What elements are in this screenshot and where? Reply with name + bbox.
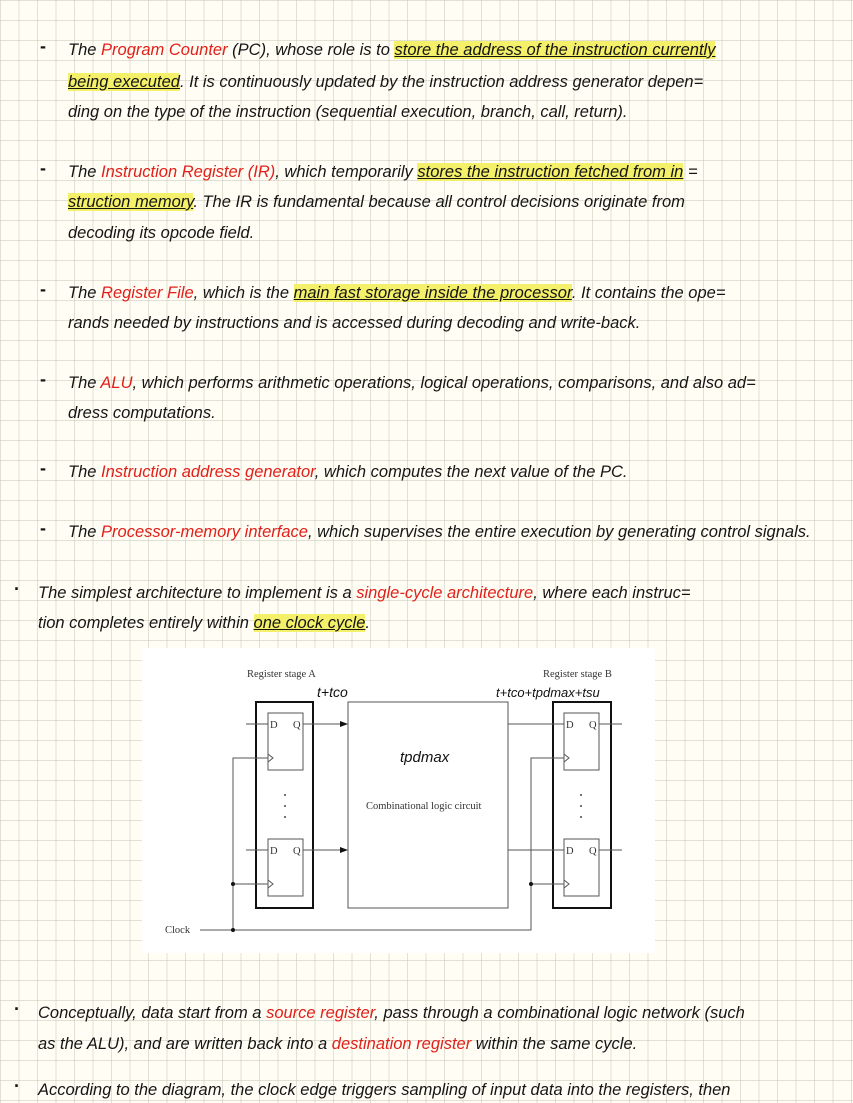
text-segment: , which performs arithmetic operations, logical operations, comparisons, and also ad= bbox=[132, 374, 756, 392]
note-line bbox=[38, 1032, 637, 1056]
clock-label: Clock bbox=[165, 925, 191, 936]
bullet-marker: - bbox=[40, 458, 46, 478]
note-line bbox=[68, 371, 756, 395]
text-segment: The bbox=[68, 163, 102, 181]
note-line bbox=[68, 401, 216, 425]
bullet-marker: - bbox=[40, 279, 46, 299]
text-segment: within the same cycle. bbox=[471, 1035, 638, 1053]
note-line bbox=[68, 520, 811, 544]
d-label: D bbox=[566, 720, 574, 731]
text-segment: The bbox=[68, 523, 102, 541]
text-segment: According to the diagram, the clock edge triggers sampling of input data into the registers, then bbox=[38, 1081, 731, 1099]
text-segment: rands needed by instructions and is accessed during decoding and write-back. bbox=[68, 314, 641, 332]
q-label: Q bbox=[293, 846, 301, 857]
highlighted-text: store the address of the instruction currently bbox=[394, 41, 716, 59]
note-line bbox=[68, 190, 685, 214]
note-line bbox=[38, 1001, 745, 1025]
q-label: Q bbox=[589, 846, 597, 857]
text-segment: decoding its opcode field. bbox=[68, 224, 255, 242]
d-label: D bbox=[270, 720, 278, 731]
text-segment: . It is continuously updated by the instruction address generator depen= bbox=[179, 73, 704, 91]
text-segment: , pass through a combinational logic network (such bbox=[374, 1004, 745, 1022]
text-segment: Conceptually, data start from a bbox=[38, 1004, 267, 1022]
text-segment: . bbox=[365, 614, 370, 632]
register-stage-a-label: Register stage A bbox=[247, 669, 316, 680]
combinational-logic-label: Combinational logic circuit bbox=[366, 801, 482, 812]
note-line bbox=[38, 1078, 730, 1102]
bullet-marker: - bbox=[40, 158, 46, 178]
bullet-marker: - bbox=[40, 369, 46, 389]
text-segment: tion completes entirely within bbox=[38, 614, 254, 632]
note-line bbox=[38, 611, 370, 635]
note-line bbox=[68, 311, 640, 335]
key-term: single-cycle architecture bbox=[356, 584, 534, 602]
highlighted-text: struction memory bbox=[68, 193, 194, 211]
bullet-marker: - bbox=[40, 36, 46, 56]
text-segment: , which computes the next value of the PC. bbox=[314, 463, 628, 481]
q-label: Q bbox=[589, 720, 597, 731]
d-label: D bbox=[270, 846, 278, 857]
text-segment: = bbox=[683, 163, 698, 181]
single-cycle-timing-diagram bbox=[142, 648, 655, 953]
text-segment: , which supervises the entire execution by generating control signals. bbox=[307, 523, 811, 541]
note-line bbox=[68, 281, 725, 305]
text-segment: dress computations. bbox=[68, 404, 216, 422]
key-term: Program Counter bbox=[101, 41, 228, 59]
key-term: destination register bbox=[331, 1035, 472, 1053]
note-line bbox=[38, 581, 691, 605]
text-segment: The bbox=[68, 284, 102, 302]
bullet-marker: · bbox=[14, 1076, 20, 1096]
register-stage-b-label: Register stage B bbox=[543, 669, 612, 680]
text-segment: The bbox=[68, 41, 102, 59]
note-line bbox=[68, 70, 703, 94]
bullet-marker: - bbox=[40, 518, 46, 538]
text-segment: The bbox=[68, 374, 101, 392]
text-segment: The simplest architecture to implement is a bbox=[38, 584, 357, 602]
note-line bbox=[68, 38, 715, 62]
note-line bbox=[68, 160, 698, 184]
text-segment: , which is the bbox=[193, 284, 294, 302]
text-segment: . The IR is fundamental because all control decisions originate from bbox=[193, 193, 685, 211]
text-segment: ding on the type of the instruction (sequential execution, branch, call, return). bbox=[68, 103, 628, 121]
key-term: Instruction Register (IR) bbox=[101, 163, 276, 181]
text-segment: , which temporarily bbox=[275, 163, 418, 181]
note-line bbox=[68, 221, 254, 245]
highlighted-text: stores the instruction fetched from in bbox=[417, 163, 684, 181]
key-term: Register File bbox=[101, 284, 194, 302]
time-label-start: t+tco bbox=[317, 684, 348, 700]
text-segment: , where each instruc= bbox=[533, 584, 691, 602]
d-label: D bbox=[566, 846, 574, 857]
text-segment: as the ALU), and are written back into a bbox=[38, 1035, 332, 1053]
register-stage-b-box bbox=[553, 702, 611, 908]
note-line bbox=[68, 100, 628, 124]
register-stage-a-box bbox=[256, 702, 313, 908]
bullet-marker: · bbox=[14, 999, 20, 1019]
text-segment: (PC), whose role is to bbox=[227, 41, 395, 59]
note-line bbox=[68, 460, 628, 484]
highlighted-text: one clock cycle bbox=[253, 614, 366, 632]
propagation-delay-label: tpdmax bbox=[400, 749, 450, 766]
key-term: ALU bbox=[100, 374, 133, 392]
q-label: Q bbox=[293, 720, 301, 731]
key-term: Instruction address generator bbox=[101, 463, 315, 481]
highlighted-text: main fast storage inside the processor bbox=[293, 284, 572, 302]
text-segment: . It contains the ope= bbox=[571, 284, 726, 302]
time-label-end: t+tco+tpdmax+tsu bbox=[496, 685, 600, 700]
highlighted-text: being executed bbox=[68, 73, 180, 91]
key-term: source register bbox=[266, 1004, 375, 1022]
bullet-marker: · bbox=[14, 579, 20, 599]
text-segment: The bbox=[68, 463, 102, 481]
key-term: Processor-memory interface bbox=[101, 523, 308, 541]
